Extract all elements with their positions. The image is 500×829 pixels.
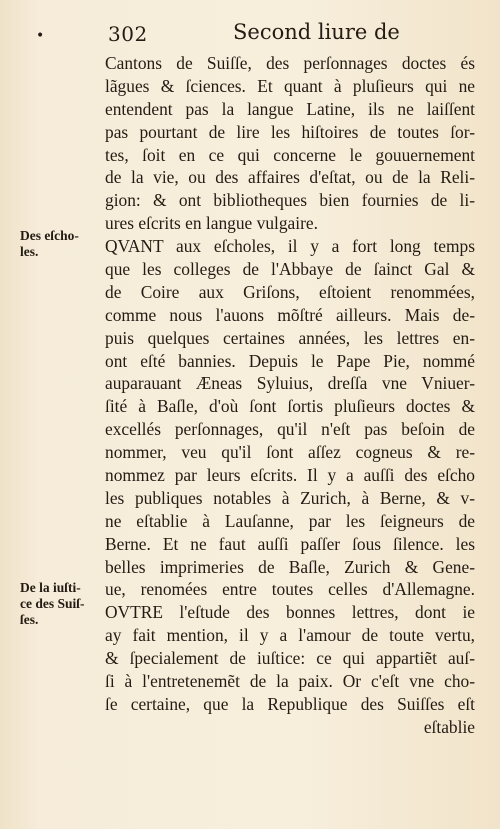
margin-note-line: Des eſcho- <box>20 228 79 243</box>
text-line: ont eſté bannies. Depuis le Pape Pie, nommé <box>105 350 475 371</box>
text-line: ſe certaine, que la Republique des Suiſſes eſt <box>105 693 475 714</box>
text-line: & ſpecialement de iuſtice: ce qui appartiẽt auſ- <box>105 648 475 669</box>
text-line: ſité à Baſle, d'où ſont ſortis pluſieurs doctes & <box>105 396 475 417</box>
text-line: OVTRE l'eſtude des bonnes lettres, dont ie <box>105 602 475 623</box>
text-line: nommez par leurs eſcrits. Il y a auſſi des eſcho <box>105 465 475 486</box>
text-line: belles imprimeries de Baſle, Zurich & Gene- <box>105 556 475 577</box>
text-line: puis quelques certaines années, les lettres en- <box>105 327 475 348</box>
text-line: gion: & ont bibliotheques bien fournies de li- <box>105 190 475 211</box>
page-number: 302 <box>108 22 148 46</box>
catchword: eſtablie <box>423 716 475 737</box>
text-line: Cantons de Suiſſe, des perſonnages doctes és <box>105 53 475 73</box>
text-line: ne eſtablie à Lauſanne, par les ſeigneurs de <box>105 510 475 531</box>
text-line: de la vie, ou des affaires d'eſtat, ou de la Reli- <box>105 167 475 188</box>
margin-note-escholes <box>20 228 102 260</box>
text-line: tes, ſoit en ce qui concerne le gouuernement <box>105 144 475 165</box>
text-line: lãgues & ſciences. Et quant à pluſieurs qui ne <box>105 75 475 96</box>
margin-mark: • <box>36 28 45 44</box>
text-line: que les colleges de l'Abbaye de ſainct Gal & <box>105 259 475 280</box>
text-line: ue, renomées entre toutes celles d'Allemagne. <box>105 579 475 600</box>
margin-note-line: De la iuſti- <box>20 580 81 595</box>
page-header <box>108 18 460 50</box>
text-line: les publiques notables à Zurich, à Berne, & v- <box>105 487 475 508</box>
margin-note-iustice <box>20 580 102 628</box>
text-line: Berne. Et ne faut auſſi paſſer ſous ſilence. les <box>105 533 475 554</box>
text-line: QVANT aux eſcholes, il y a fort long temps <box>105 236 475 257</box>
text-line: ures eſcrits en langue vulgaire. <box>105 213 318 234</box>
text-line: auparauant Æneas Syluius, dreſſa vne Vniuer- <box>105 373 475 394</box>
text-line: excellés perſonnages, qu'il n'eſt pas beſoin de <box>105 419 475 440</box>
body-text <box>105 52 475 739</box>
text-line: entendent pas la langue Latine, ils ne laiſſent <box>105 98 475 119</box>
text-line: nommer, veu qu'il ſont aſſez cogneus & re- <box>105 442 475 463</box>
margin-note-line: ce des Suiſ- <box>20 596 85 611</box>
text-line: pas pourtant de lire les hiſtoires de toutes ſor- <box>105 121 475 142</box>
margin-note-line: les. <box>20 244 39 259</box>
margin-note-line: ſes. <box>20 612 39 627</box>
text-line: de Coire aux Griſons, eſtoient renommées, <box>105 281 475 302</box>
text-line: comme nous l'auons mõſtré ailleurs. Mais de- <box>105 304 475 325</box>
text-line: ay fait mention, il y a l'amour de toute vertu, <box>105 625 475 646</box>
running-head: Second liure de <box>233 20 400 44</box>
text-line: ſi à l'entretenemẽt de la paix. Or c'eſt vne cho- <box>105 671 475 692</box>
